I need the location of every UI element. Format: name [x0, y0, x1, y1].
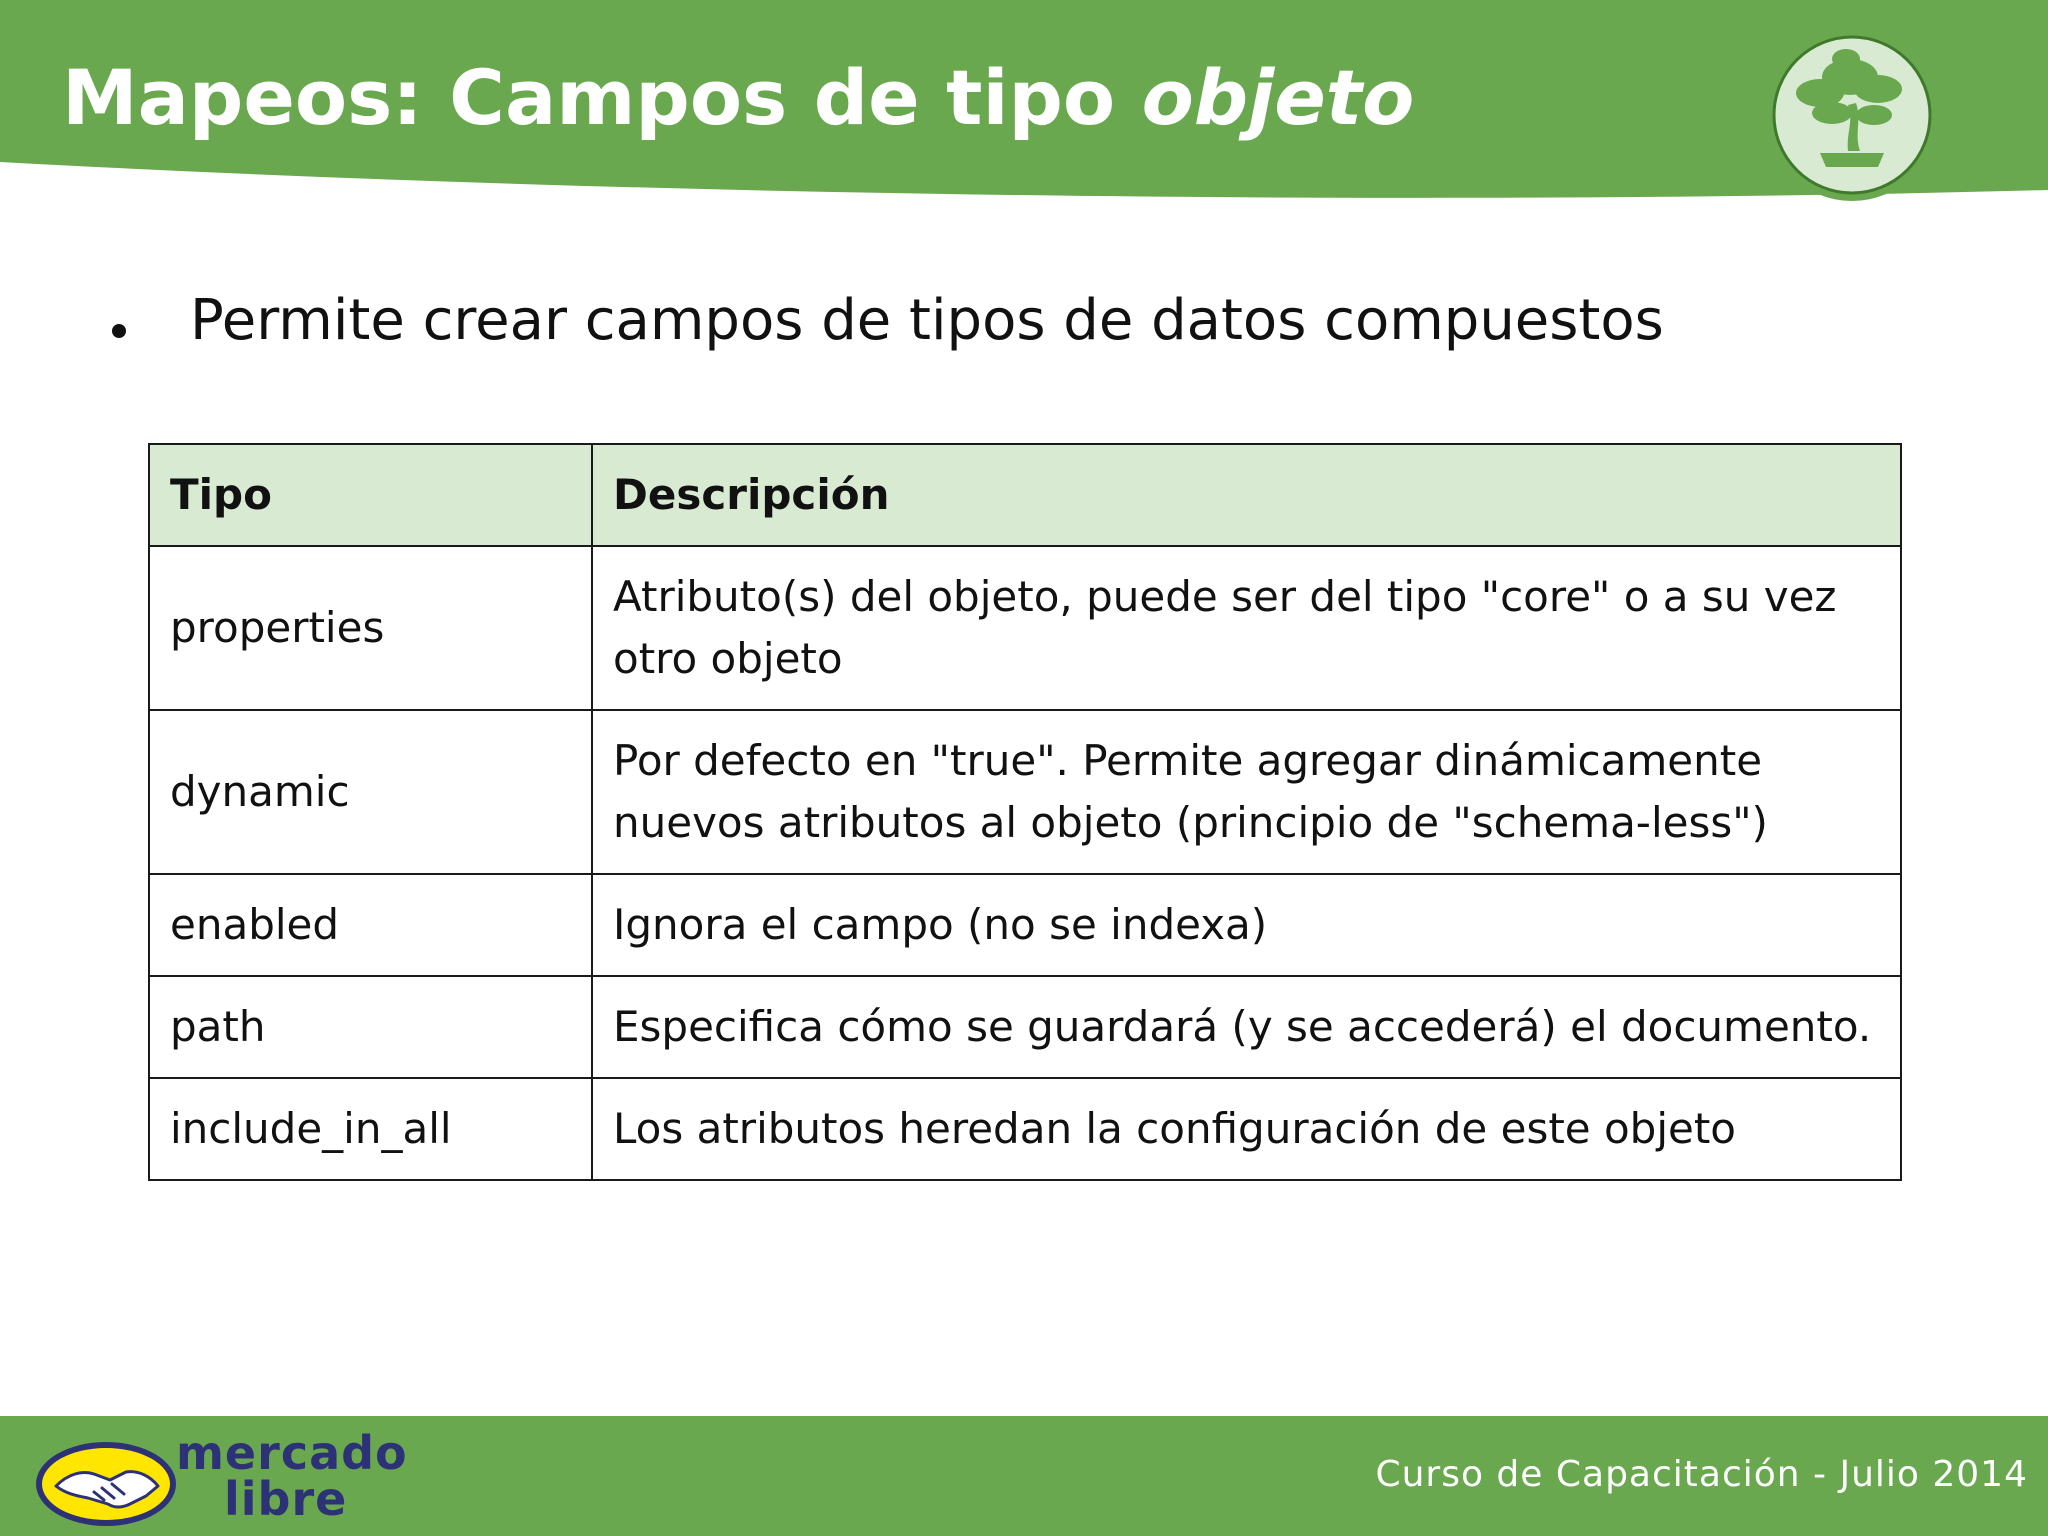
handshake-icon: [34, 1434, 182, 1534]
cell-descripcion: Especifica cómo se guardará (y se accederá) el documento.: [592, 976, 1901, 1078]
bonsai-tree-icon: [1762, 25, 1942, 205]
brand-line-2: libre: [224, 1472, 348, 1526]
types-table: [148, 443, 1900, 1181]
cell-descripcion: [592, 710, 1901, 874]
cell-descripcion-line: Por defecto en "true". Permite agregar dinámicamente: [613, 736, 1763, 785]
footer: [0, 1416, 2048, 1536]
cell-descripcion-line: nuevos atributos al objeto (principio de "schema-less"): [613, 798, 1768, 847]
bullet-dot: [112, 324, 126, 338]
cell-tipo: include_in_all: [149, 1078, 592, 1180]
cell-tipo: dynamic: [149, 710, 592, 874]
title-emphasis: objeto: [1141, 53, 1415, 142]
brand-line-1: mercado: [176, 1426, 408, 1480]
bullet-item: [112, 280, 1664, 360]
title-plain: Mapeos: Campos de tipo: [62, 53, 1142, 142]
column-header-tipo: Tipo: [149, 444, 592, 546]
bullet-text: Permite crear campos de tipos de datos compuestos: [190, 287, 1664, 353]
cell-tipo: path: [149, 976, 592, 1078]
cell-tipo: enabled: [149, 874, 592, 976]
table-header-row: [149, 444, 1901, 546]
cell-tipo: properties: [149, 546, 592, 710]
table-row: [149, 874, 1901, 976]
cell-descripcion: Ignora el campo (no se indexa): [592, 874, 1901, 976]
table-row: [149, 710, 1901, 874]
page-title: [62, 52, 1414, 143]
cell-descripcion: [592, 546, 1901, 710]
cell-descripcion: Los atributos heredan la configuración de este objeto: [592, 1078, 1901, 1180]
cell-descripcion-line: otro objeto: [613, 634, 843, 683]
footer-caption: Curso de Capacitación - Julio 2014: [1375, 1454, 2028, 1495]
table-row: [149, 1078, 1901, 1180]
column-header-descripcion: Descripción: [592, 444, 1901, 546]
cell-descripcion-line: Atributo(s) del objeto, puede ser del tipo "core" o a su vez: [613, 572, 1837, 621]
brand-wordmark: [176, 1426, 408, 1526]
table-row: [149, 976, 1901, 1078]
table-row: [149, 546, 1901, 710]
